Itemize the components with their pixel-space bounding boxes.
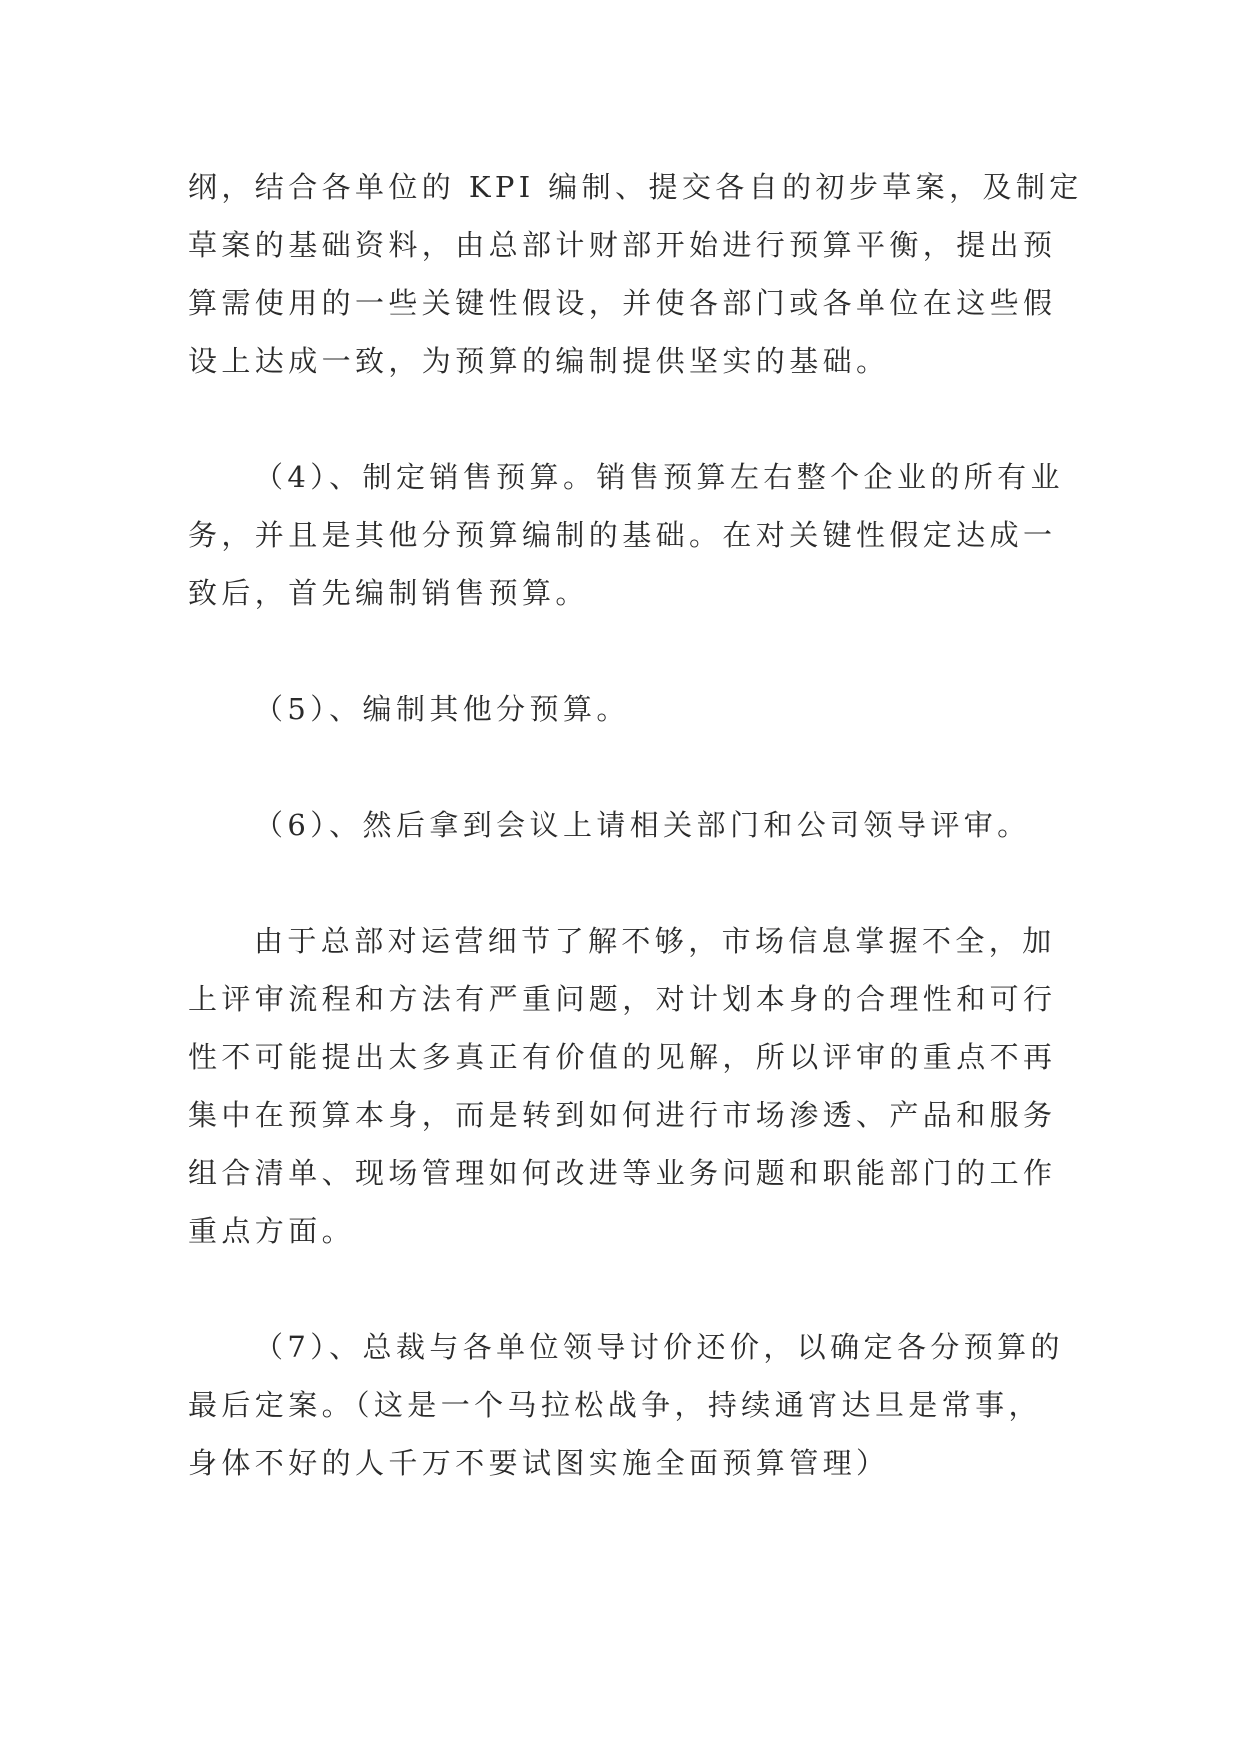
paragraph-1 bbox=[188, 158, 1083, 390]
paragraph-4 bbox=[188, 796, 1058, 854]
body-text bbox=[188, 158, 1083, 1550]
text-line: 组合清单、现场管理如何改进等业务问题和职能部门的工作 bbox=[188, 1156, 1057, 1190]
text-line: 致后，首先编制销售预算。 bbox=[188, 576, 589, 610]
text-line: （5）、编制其他分预算。 bbox=[254, 692, 630, 726]
text-line: 身体不好的人千万不要试图实施全面预算管理） bbox=[188, 1446, 890, 1480]
text-line: 集中在预算本身，而是转到如何进行市场渗透、产品和服务 bbox=[188, 1098, 1057, 1132]
text-line: （4）、制定销售预算。销售预算左右整个企业的所有业 bbox=[254, 460, 1064, 494]
text-line: 最后定案。（这是一个马拉松战争，持续通宵达旦是常事， bbox=[188, 1388, 1042, 1422]
text-line: 算需使用的一些关键性假设，并使各部门或各单位在这些假 bbox=[188, 286, 1057, 320]
text-line: 草案的基础资料，由总部计财部开始进行预算平衡，提出预 bbox=[188, 228, 1057, 262]
paragraph-5 bbox=[188, 912, 1058, 1260]
text-line: （6）、然后拿到会议上请相关部门和公司领导评审。 bbox=[254, 808, 1031, 842]
paragraph-2 bbox=[188, 448, 1064, 622]
paragraph-6 bbox=[188, 1318, 1064, 1492]
text-line: （7）、总裁与各单位领导讨价还价，以确定各分预算的 bbox=[254, 1330, 1064, 1364]
text-line: 重点方面。 bbox=[188, 1214, 356, 1248]
text-line: 性不可能提出太多真正有价值的见解，所以评审的重点不再 bbox=[188, 1040, 1057, 1074]
text-line: 务，并且是其他分预算编制的基础。在对关键性假定达成一 bbox=[188, 518, 1057, 552]
text-line: 上评审流程和方法有严重问题，对计划本身的合理性和可行 bbox=[188, 982, 1057, 1016]
text-line: 设上达成一致，为预算的编制提供坚实的基础。 bbox=[188, 344, 890, 378]
paragraph-3 bbox=[188, 680, 1058, 738]
text-line: 由于总部对运营细节了解不够，市场信息掌握不全，加 bbox=[254, 924, 1056, 958]
text-line: 纲，结合各单位的 KPI 编制、提交各自的初步草案，及制定 bbox=[188, 170, 1083, 204]
